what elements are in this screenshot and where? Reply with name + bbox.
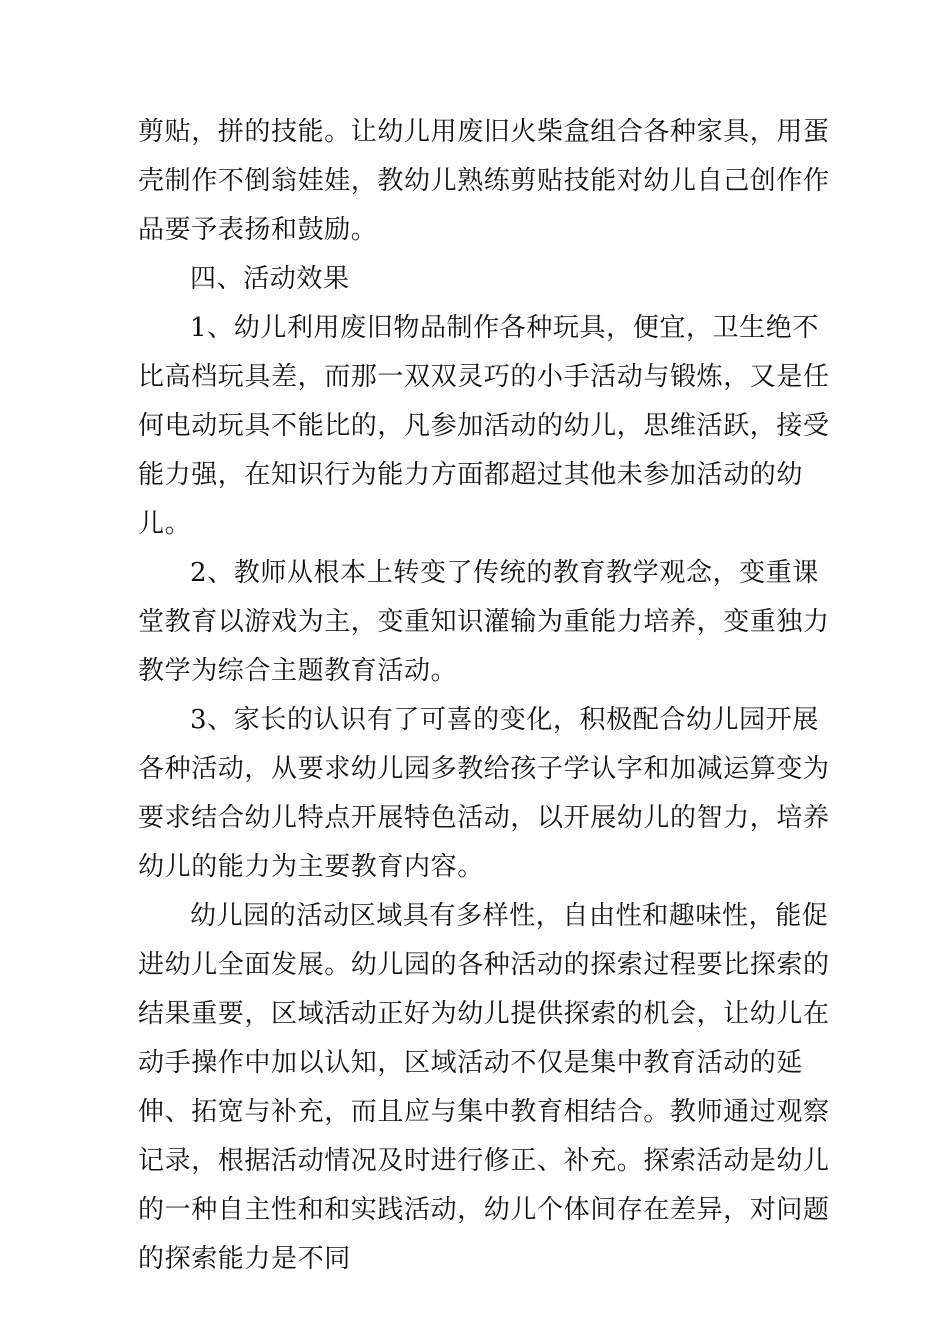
- document-body: [138, 108, 838, 1284]
- section-heading-activity-effects: 四、活动效果: [190, 264, 350, 294]
- paragraph-effect-2: 2、教师从根本上转变了传统的教育教学观念，变重课堂教育以游戏为主，变重知识灌输为重能力培养，变重独力教学为综合主题教育活动。: [138, 558, 830, 686]
- paragraph-effect-1: 1、幼儿利用废旧物品制作各种玩具，便宜，卫生绝不比高档玩具差，而那一双双灵巧的小手活动与锻炼，又是任何电动玩具不能比的，凡参加活动的幼儿，思维活跃，接受能力强，在知识行为能力方面都超过其他未参加活动的幼儿。: [138, 313, 830, 539]
- paragraph-effect-3: 3、家长的认识有了可喜的变化，积极配合幼儿园开展各种活动，从要求幼儿园多教给孩子学认字和加减运算变为要求结合幼儿特点开展特色活动，以开展幼儿的智力，培养幼儿的能力为主要教育内容。: [138, 705, 830, 882]
- paragraph-intro: 剪贴，拼的技能。让幼儿用废旧火柴盒组合各种家具，用蛋壳制作不倒翁娃娃，教幼儿熟练剪贴技能对幼儿自己创作作品要予表扬和鼓励。: [138, 117, 830, 245]
- paragraph-conclusion: 幼儿园的活动区域具有多样性，自由性和趣味性，能促进幼儿全面发展。幼儿园的各种活动的探索过程要比探索的结果重要，区域活动正好为幼儿提供探索的机会，让幼儿在动手操作中加以认知，区域活动不仅是集中教育活动的延伸、拓宽与补充，而且应与集中教育相结合。教师通过观察记录，根据活动情况及时进行修正、补充。探索活动是幼儿的一种自主性和和实践活动，幼儿个体间存在差异，对问题的探索能力是不同: [138, 901, 830, 1274]
